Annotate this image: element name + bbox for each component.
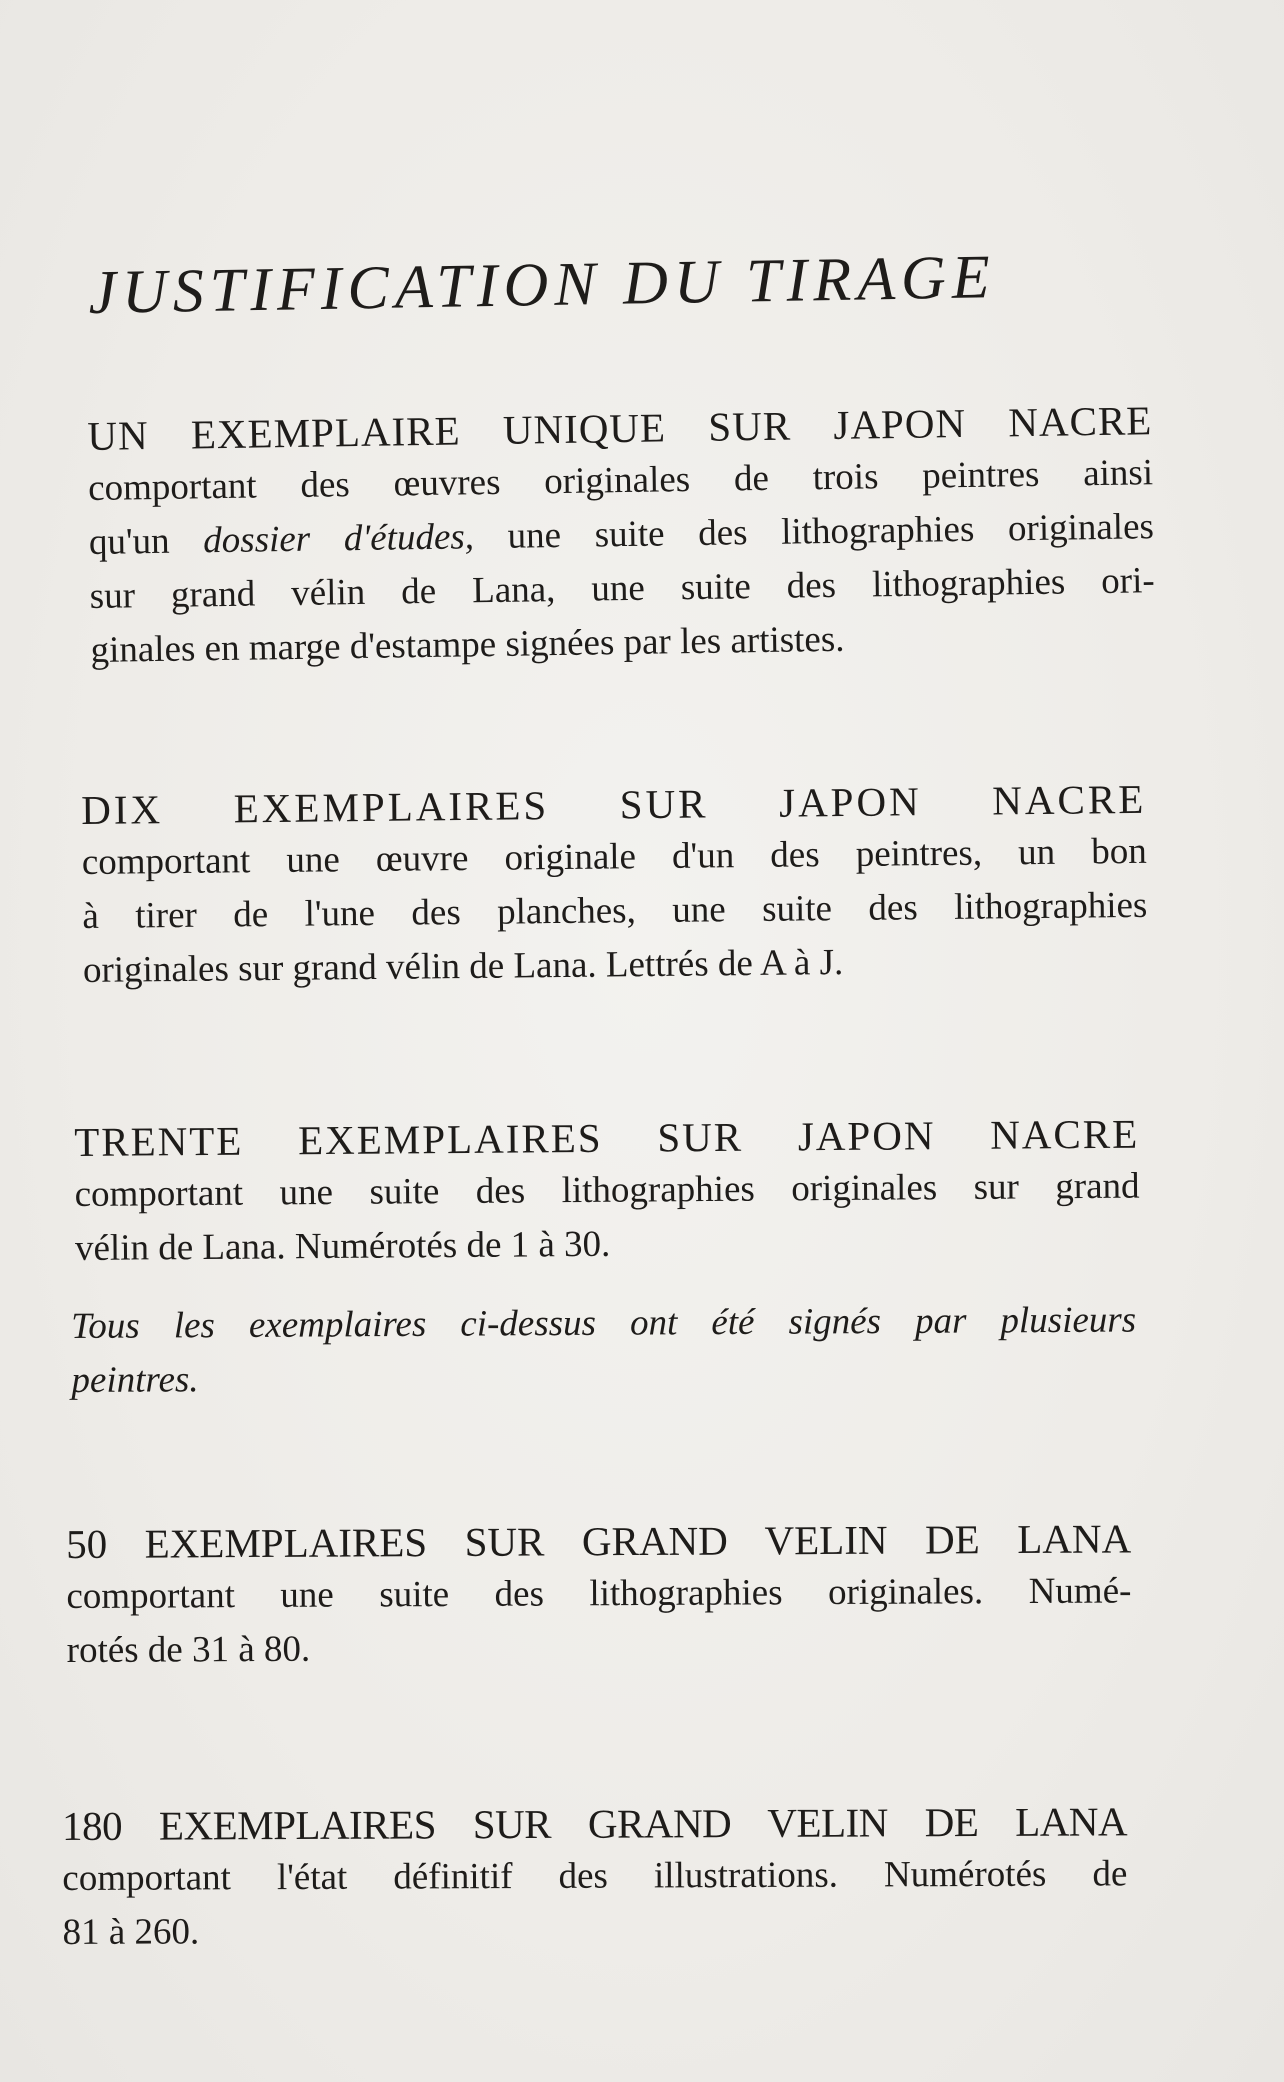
section-text-line: comportant une suite des lithographies originales sur grand [74,1165,1140,1215]
section-text-fragment: une suite des lithographies originales [507,506,1155,557]
section-text-line: à tirer de l'une des planches, une suite des lithographies [82,884,1148,937]
section-text-line: rotés de 31 à 80. [66,1628,311,1671]
section-heading: 180 EXEMPLAIRES SUR GRAND VELIN DE LANA [62,1798,1128,1849]
section-180-grand-velin [62,1795,1128,1960]
section-unique-japon-nacre [87,394,1156,678]
section-text-line: comportant une suite des lithographies originales. Numé- [66,1570,1132,1617]
page-title: JUSTIFICATION DU TIRAGE [87,243,997,327]
signature-note [71,1293,1137,1408]
section-50-grand-velin [66,1512,1132,1678]
section-text-italic: dossier d'études, [202,516,475,562]
section-text-fragment: qu'un [88,520,204,563]
section-heading: UN EXEMPLAIRE UNIQUE SUR JAPON NACRE [87,397,1153,459]
section-trente-japon-nacre [74,1108,1140,1276]
section-text-line: 81 à 260. [62,1911,200,1953]
section-text-line: ginales en marge d'estampe signées par les artistes. [90,618,845,671]
note-line: peintres. [71,1359,199,1401]
section-text-line: sur grand vélin de Lana, une suite des lithographies ori- [89,560,1155,617]
section-dix-japon-nacre [81,773,1148,998]
section-heading: 50 EXEMPLAIRES SUR GRAND VELIN DE LANA [66,1515,1132,1567]
section-text-line: originales sur grand vélin de Lana. Lettrés de A à J. [82,942,844,991]
section-text-line: comportant l'état définitif des illustrations. Numérotés de [62,1853,1128,1899]
section-text-line: comportant des œuvres originales de trois peintres ainsi [87,452,1154,509]
section-text-line: vélin de Lana. Numérotés de 1 à 30. [74,1223,611,1269]
section-text-line: comportant une œuvre originale d'un des peintres, un bon [81,830,1147,883]
section-heading: DIX EXEMPLAIRES SUR JAPON NACRE [81,775,1147,833]
note-line: Tous les exemplaires ci-dessus ont été signés par plusieurs [71,1299,1137,1347]
section-heading: TRENTE EXEMPLAIRES SUR JAPON NACRE [74,1110,1140,1165]
